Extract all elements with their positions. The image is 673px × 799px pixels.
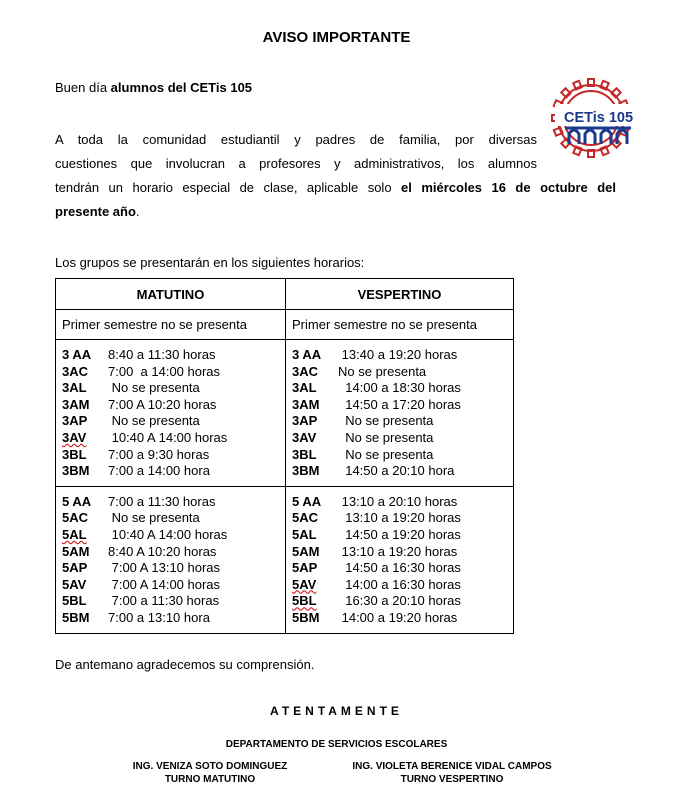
schedule-row bbox=[292, 544, 507, 561]
matutino-third-semester bbox=[56, 340, 286, 487]
schedule-row bbox=[62, 447, 279, 464]
group-schedule: 7:00 a 13:10 hora bbox=[108, 609, 210, 625]
group-code: 5AM bbox=[62, 543, 90, 559]
group-schedule: 14:50 a 20:10 hora bbox=[338, 463, 455, 479]
note-matutino: Primer semestre no se presenta bbox=[56, 310, 286, 340]
group-schedule: 13:10 a 19:20 horas bbox=[338, 543, 458, 559]
notice-paragraph bbox=[55, 128, 616, 224]
schedule-row bbox=[62, 510, 279, 527]
paragraph-line-2: cuestiones que involucran a profesores y administrativos, los alumnos bbox=[55, 156, 537, 171]
schedule-row bbox=[62, 463, 279, 480]
group-code: 5AP bbox=[292, 560, 318, 576]
group-schedule: 14:00 a 16:30 horas bbox=[338, 576, 461, 592]
gear-tooth bbox=[561, 88, 570, 97]
group-schedule: 7:00 a 9:30 horas bbox=[108, 446, 210, 462]
group-code: 5AP bbox=[62, 560, 88, 576]
schedule-row bbox=[62, 347, 279, 364]
schedule-row bbox=[292, 463, 507, 480]
group-code: 3AP bbox=[292, 413, 318, 429]
group-code: 5AM bbox=[292, 543, 320, 559]
schedule-row bbox=[62, 494, 279, 511]
greeting-recipient: alumnos del CETis 105 bbox=[110, 80, 253, 95]
group-code: 3AC bbox=[292, 363, 319, 379]
group-schedule: 14:50 a 16:30 horas bbox=[338, 560, 461, 576]
schedule-row bbox=[62, 397, 279, 414]
signature-block-vespertino bbox=[332, 760, 572, 786]
group-code: 3 AA bbox=[62, 347, 92, 362]
group-code: 3BM bbox=[292, 463, 320, 479]
group-schedule: 8:40 A 10:20 horas bbox=[108, 543, 217, 559]
group-schedule: 13:40 a 19:20 horas bbox=[338, 347, 458, 362]
paragraph-line-1: A toda la comunidad estudiantil y padres de familia, por diversas bbox=[55, 132, 537, 147]
schedule-row bbox=[62, 577, 279, 594]
group-code: 3BL bbox=[62, 446, 87, 462]
vespertino-third-semester bbox=[286, 340, 514, 487]
group-code: 5BL bbox=[62, 593, 87, 609]
table-header-row bbox=[56, 279, 514, 310]
header-vespertino: VESPERTINO bbox=[286, 279, 514, 310]
schedule-row bbox=[292, 577, 507, 594]
group-schedule: 7:00 A 10:20 horas bbox=[108, 396, 217, 412]
schedule-row bbox=[62, 593, 279, 610]
group-code: 3AM bbox=[292, 396, 320, 412]
schedule-row bbox=[292, 560, 507, 577]
group-code: 3AL bbox=[292, 380, 317, 396]
group-code: 5AC bbox=[62, 510, 89, 526]
schedule-row bbox=[292, 610, 507, 627]
paragraph-date: el miércoles 16 de octubre del bbox=[401, 180, 616, 195]
schedule-row bbox=[292, 494, 507, 511]
group-schedule: No se presenta bbox=[108, 380, 200, 396]
group-code: 5BM bbox=[62, 609, 90, 625]
group-code: 3 AA bbox=[292, 347, 322, 362]
schedule-row bbox=[292, 593, 507, 610]
group-schedule: 7:00 a 11:30 horas bbox=[108, 493, 216, 509]
group-schedule: 7:00 A 13:10 horas bbox=[108, 560, 221, 576]
group-schedule: 7:00 A 14:00 horas bbox=[108, 576, 221, 592]
schedule-intro: Los grupos se presentarán en los siguientes horarios: bbox=[55, 255, 365, 270]
closing-text: ATENTAMENTE bbox=[270, 704, 403, 718]
group-code: 5 AA bbox=[292, 493, 322, 509]
group-code: 5AL bbox=[292, 526, 317, 542]
group-schedule: 14:00 a 19:20 horas bbox=[338, 609, 458, 625]
schedule-row bbox=[292, 447, 507, 464]
group-code: 3AL bbox=[62, 380, 87, 396]
gear-tooth bbox=[600, 81, 608, 90]
schedule-row bbox=[62, 364, 279, 381]
group-schedule: 13:10 a 19:20 horas bbox=[338, 510, 461, 526]
schedule-row bbox=[292, 510, 507, 527]
matutino-fifth-semester bbox=[56, 486, 286, 633]
gear-tooth bbox=[573, 81, 581, 90]
signer-role: TURNO VESPERTINO bbox=[400, 774, 504, 785]
schedule-row bbox=[292, 347, 507, 364]
group-code: 3AC bbox=[62, 363, 89, 379]
schedule-table bbox=[55, 278, 514, 634]
signer-name: ING. VENIZA SOTO DOMINGUEZ bbox=[132, 761, 288, 772]
group-schedule: 7:00 a 14:00 hora bbox=[108, 463, 210, 479]
note-vespertino: Primer semestre no se presenta bbox=[286, 310, 514, 340]
group-schedule: 7:00 a 11:30 horas bbox=[108, 593, 220, 609]
group-schedule: 10:40 A 14:00 horas bbox=[108, 429, 228, 445]
paragraph-year: presente año bbox=[55, 204, 136, 219]
document-title: AVISO IMPORTANTE bbox=[262, 29, 411, 46]
signer-name: ING. VIOLETA BERENICE VIDAL CAMPOS bbox=[352, 761, 552, 772]
schedule-row bbox=[292, 380, 507, 397]
schedule-row bbox=[62, 610, 279, 627]
paragraph-line-3 bbox=[55, 176, 616, 200]
group-code: 5AL bbox=[62, 526, 87, 542]
schedule-row bbox=[62, 560, 279, 577]
group-code: 3AM bbox=[62, 396, 90, 412]
schedule-row bbox=[292, 527, 507, 544]
schedule-row bbox=[292, 430, 507, 447]
department-name: DEPARTAMENTO DE SERVICIOS ESCOLARES bbox=[225, 739, 448, 750]
group-schedule: 16:30 a 20:10 horas bbox=[338, 593, 461, 609]
paragraph-line-4 bbox=[55, 200, 616, 224]
group-schedule: No se presenta bbox=[338, 413, 434, 429]
group-schedule: 10:40 A 14:00 horas bbox=[108, 526, 228, 542]
table-note-row bbox=[56, 310, 514, 340]
group-code: 3AV bbox=[292, 429, 317, 445]
group-schedule: No se presenta bbox=[338, 363, 427, 379]
thanks-text: De antemano agradecemos su comprensión. bbox=[55, 657, 315, 672]
group-code: 5 AA bbox=[62, 493, 92, 509]
signer-role: TURNO MATUTINO bbox=[164, 774, 256, 785]
schedule-row bbox=[62, 527, 279, 544]
group-code: 3AV bbox=[62, 429, 87, 445]
group-schedule: 8:40 a 11:30 horas bbox=[108, 347, 216, 362]
schedule-row bbox=[62, 544, 279, 561]
group-schedule: 7:00 a 14:00 horas bbox=[108, 363, 221, 379]
paragraph-line-3-text: tendrán un horario especial de clase, aplicable solo bbox=[55, 180, 402, 195]
gear-tooth bbox=[612, 88, 621, 97]
group-schedule: No se presenta bbox=[108, 510, 200, 526]
greeting bbox=[55, 80, 252, 95]
group-schedule: 14:00 a 18:30 horas bbox=[338, 380, 461, 396]
signature-block-matutino bbox=[100, 760, 320, 786]
group-code: 5BM bbox=[292, 609, 320, 625]
group-schedule: No se presenta bbox=[338, 429, 434, 445]
group-schedule: No se presenta bbox=[338, 446, 434, 462]
group-code: 3BL bbox=[292, 446, 317, 462]
schedule-row bbox=[62, 430, 279, 447]
schedule-row bbox=[62, 413, 279, 430]
header-matutino: MATUTINO bbox=[56, 279, 286, 310]
schedule-row bbox=[292, 364, 507, 381]
group-schedule: No se presenta bbox=[108, 413, 200, 429]
group-code: 5AV bbox=[62, 576, 87, 592]
group-code: 5AC bbox=[292, 510, 319, 526]
group-schedule: 14:50 a 19:20 horas bbox=[338, 526, 461, 542]
logo-text: CETis 105 bbox=[564, 110, 634, 126]
group-code: 3BM bbox=[62, 463, 90, 479]
schedule-row bbox=[292, 413, 507, 430]
vespertino-fifth-semester bbox=[286, 486, 514, 633]
paragraph-end: . bbox=[135, 204, 140, 219]
table-row-third-semester bbox=[56, 340, 514, 487]
group-schedule: 13:10 a 20:10 horas bbox=[338, 493, 458, 509]
schedule-row bbox=[62, 380, 279, 397]
group-code: 5AV bbox=[292, 576, 317, 592]
greeting-prefix: Buen día bbox=[55, 80, 111, 95]
group-code: 5BL bbox=[292, 593, 317, 609]
group-code: 3AP bbox=[62, 413, 88, 429]
group-schedule: 14:50 a 17:20 horas bbox=[338, 396, 461, 412]
table-row-fifth-semester bbox=[56, 486, 514, 633]
schedule-row bbox=[292, 397, 507, 414]
